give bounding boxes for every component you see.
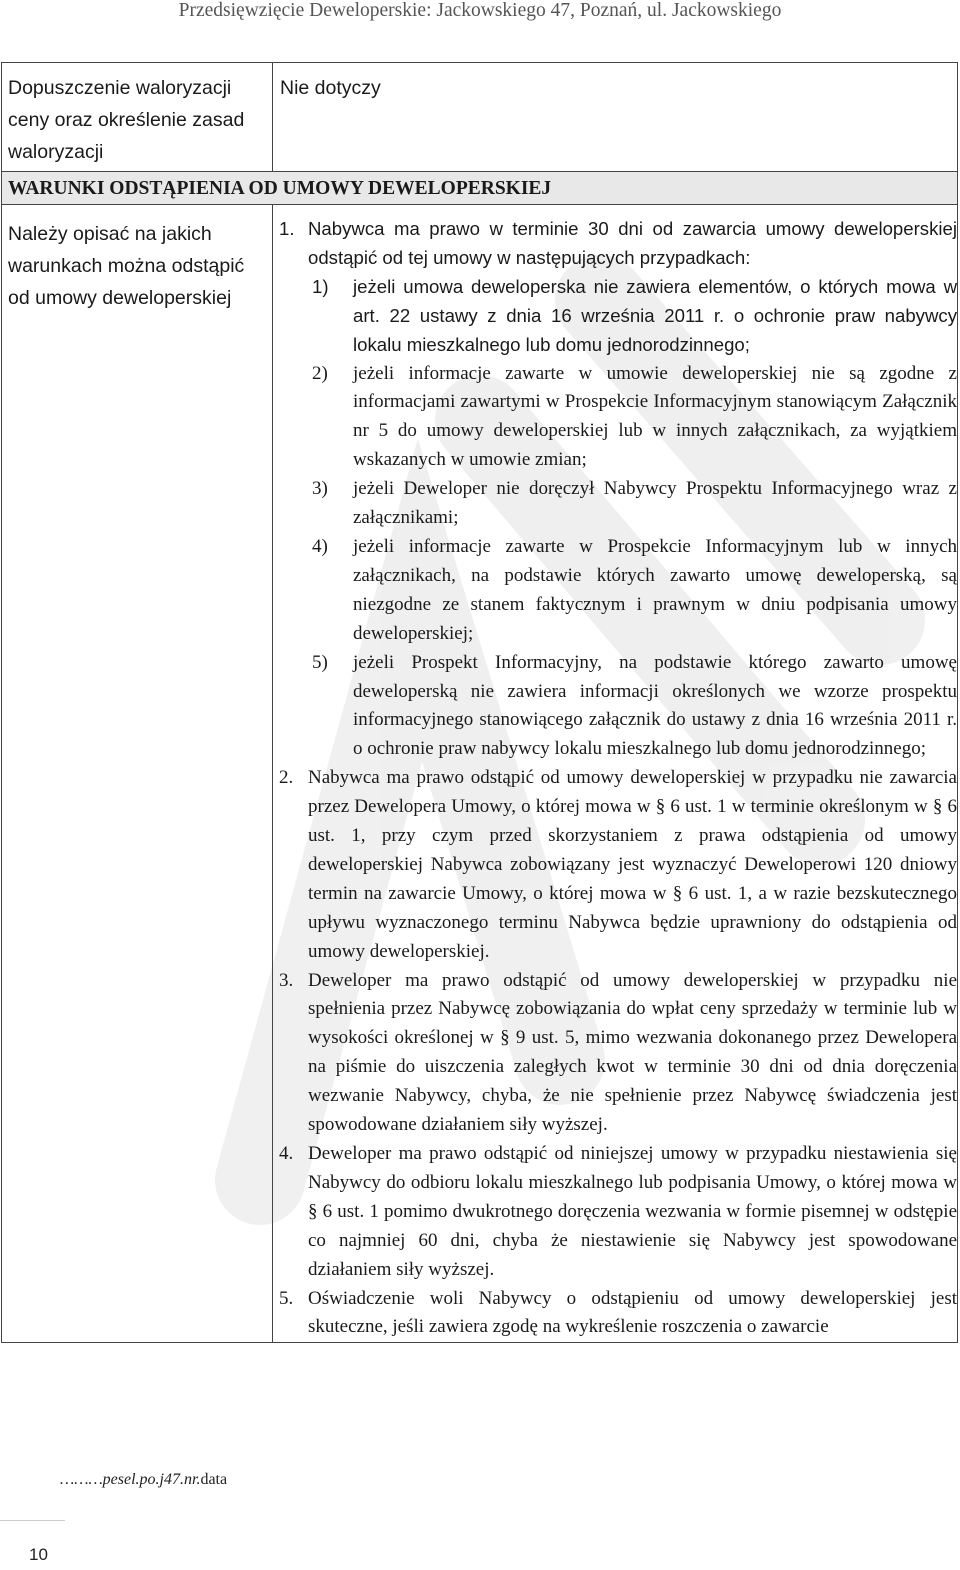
item-number: 1. xyxy=(279,218,295,239)
sub-item: 5) jeżeli Prospekt Informacyjny, na podstawie którego zawarto umowę deweloperską nie zawiera informacji określonych we wzorze prospektu informacyjnego stanowiącego załącznik do ustawy z dnia 16 września 2011 r. o ochronie praw nabywcy lokalu mieszkalnego lub domu jednorodzinnego; xyxy=(308,649,957,765)
condition-item xyxy=(279,1140,957,1285)
footer-divider xyxy=(0,1520,65,1521)
item-number: 3. xyxy=(279,969,294,991)
item-text: Nabywca ma prawo odstąpić od umowy deweloperskiej w przypadku nie zawarcia przez Dewelopera Umowy, o której mowa w § 6 ust. 1 w terminie określonym w § 6 ust. 1, przy czym przed skorzystaniem z prawa odstąpienia od umowy deweloperskiej Nabywca zobowiązany jest wyznaczyć Deweloperowi 120 dniowy termin na zawarcie Umowy, o której mowa w § 6 ust. 1, a w razie bezskutecznego upływu wyznaczonego terminu Nabywca będzie uprawniony do odstąpienia od umowy deweloperskiej. xyxy=(308,767,957,962)
item-number: 2. xyxy=(279,767,294,789)
sub-item: 4) jeżeli informacje zawarte w Prospekcie Informacyjnym lub w innych załącznikach, na podstawie których zawarto umowę deweloperską, są niezgodne ze stanem faktycznym i prawnym w dniu podpisania umowy deweloperskiej; xyxy=(308,533,957,649)
page-number: 10 xyxy=(29,1545,48,1564)
document-header: Przedsięwzięcie Deweloperskie: Jackowskiego 47, Poznań, ul. Jackowskiego xyxy=(178,0,782,21)
item-text: Deweloper ma prawo odstąpić od umowy deweloperskiej w przypadku nie spełnienia przez Nabywcę zobowiązania do wpłat ceny sprzedaży w terminie lub w wysokości określonej w § 9 ust. 5, mimo wezwania dokonanego przez Dewelopera na piśmie do uiszczenia zaległych kwot w terminie 30 dni od dnia doręczenia wezwanie Nabywcy, chyba, że nie spełnienie przez Nabywcę świadczenia jest spowodowane działaniem siły wyższej. xyxy=(308,969,957,1136)
sub-item-text: jeżeli Deweloper nie doręczył Nabywcy Prospektu Informacyjnego wraz z załącznikami; xyxy=(353,478,957,529)
valorization-value: Nie dotyczy xyxy=(273,63,958,172)
item-text: Oświadczenie woli Nabywcy o odstąpieniu od umowy deweloperskiej jest skuteczne, jeśli zawiera zgodę na wykreślenie roszczenia o zawarcie xyxy=(308,1287,957,1338)
item-intro: Nabywca ma prawo w terminie 30 dni od zawarcia umowy deweloperskiej odstąpić od tej umowy w następujących przypadkach: xyxy=(308,218,957,268)
condition-item xyxy=(279,215,957,764)
sub-item-text: jeżeli Prospekt Informacyjny, na podstawie którego zawarto umowę deweloperską nie zawiera informacji określonych we wzorze prospektu informacyjnego stanowiącego załącznik do ustawy z dnia 16 września 2011 r. o ochronie praw nabywcy lokalu mieszkalnego lub domu jednorodzinnego; xyxy=(353,651,957,760)
section-title: WARUNKI ODSTĄPIENIA OD UMOWY DEWELOPERSKIEJ xyxy=(2,172,958,205)
footer-reference xyxy=(60,1471,227,1489)
sub-item-text: jeżeli umowa deweloperska nie zawiera elementów, o których mowa w art. 22 ustawy z dnia 16 września 2011 r. o ochronie praw nabywcy lokalu mieszkalnego lub domu jednorodzinnego; xyxy=(353,275,957,355)
item-number: 4. xyxy=(279,1143,294,1164)
valorization-row xyxy=(2,63,958,172)
footer-ref: ………pesel.po.j47.nr. xyxy=(60,1471,201,1488)
sub-item: 1) jeżeli umowa deweloperska nie zawiera elementów, o których mowa w art. 22 ustawy z dnia 16 września 2011 r. o ochronie praw nabywcy lokalu mieszkalnego lub domu jednorodzinnego; xyxy=(308,273,957,360)
withdrawal-conditions xyxy=(273,205,958,1343)
item-number: 5. xyxy=(279,1287,294,1309)
withdrawal-label: Należy opisać na jakich warunkach można odstąpić od umowy deweloperskiej xyxy=(2,205,273,1343)
condition-item xyxy=(279,967,957,1140)
sub-item: 2) jeżeli informacje zawarte w umowie deweloperskiej nie są zgodne z informacjami zawartymi w Prospekcie Informacyjnym stanowiącym Załącznik nr 5 do umowy deweloperskiej lub w innych załącznikach, za wyjątkiem wskazanych w umowie zmian; xyxy=(308,360,957,476)
item-text: Deweloper ma prawo odstąpić od niniejszej umowy w przypadku niestawienia się Nabywcy do odbioru lokalu mieszkalnego lub podpisania Umowy, o której mowa w § 6 ust. 1 pomimo dwukrotnego doręczenia wezwania w formie pisemnej w odstępie co najmniej 60 dni, chyba że niestawienie się Nabywcy jest spowodowane działaniem siły wyższej. xyxy=(308,1143,957,1280)
section-title-row xyxy=(2,172,958,205)
sub-item-text: jeżeli informacje zawarte w umowie deweloperskiej nie są zgodne z informacjami zawartymi w Prospekcie Informacyjnym stanowiącym Załącznik nr 5 do umowy deweloperskiej lub w innych załącznikach, za wyjątkiem wskazanych w umowie zmian; xyxy=(353,362,957,471)
valorization-label: Dopuszczenie waloryzacji ceny oraz określenie zasad waloryzacji xyxy=(2,63,273,172)
developer-contract-table xyxy=(1,62,958,1343)
condition-item xyxy=(279,764,957,966)
conditions-list xyxy=(279,215,957,1342)
withdrawal-row xyxy=(2,205,958,1343)
footer-suffix: data xyxy=(200,1471,228,1488)
condition-item xyxy=(279,1285,957,1343)
sub-item: 3) jeżeli Deweloper nie doręczył Nabywcy Prospektu Informacyjnego wraz z załącznikami; xyxy=(308,475,957,533)
sub-item-text: jeżeli informacje zawarte w Prospekcie Informacyjnym lub w innych załącznikach, na podstawie których zawarto umowę deweloperską, są niezgodne ze stanem faktycznym i prawnym w dniu podpisania umowy deweloperskiej; xyxy=(353,535,957,644)
